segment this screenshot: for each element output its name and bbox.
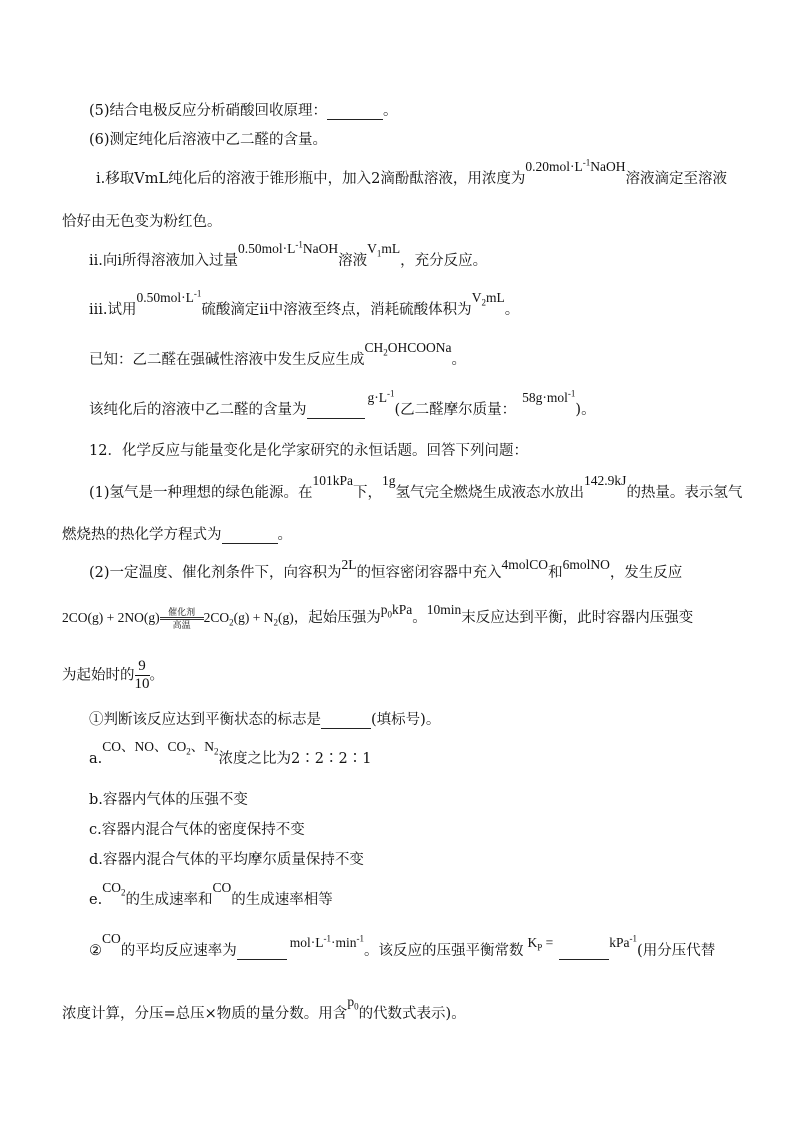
pressure-fraction: $\frac{9}{10}$ [134, 658, 150, 692]
answer-blank-thermo[interactable] [222, 527, 278, 544]
answer-blank-q5[interactable] [327, 103, 383, 120]
initial-pressure: $p_0kPa$ [380, 602, 413, 620]
content-line: 该纯化后的溶液中乙二醛的含量为 $g\cdot L^{-1}$(乙二醛摩尔质量：58g·mol$^{-1}$)。 [89, 388, 596, 418]
step-i-cont: 恰好由无色变为粉红色。 [62, 214, 222, 230]
option-e-formula-2: CO [212, 880, 232, 895]
rate-unit: $mol\cdot L^{-1}\cdot\min^{-1}$ [289, 933, 365, 950]
volume-value: 2L [341, 557, 357, 572]
step-ii: ⅱ.向ⅰ所得溶液加入过量$0.50mol\cdot L^{-1}NaOH$溶液$V_1mL$，充分反应。 [89, 239, 488, 269]
option-e-formula-1: $CO_2$ [102, 880, 126, 898]
q12-title: 12．化学反应与能量变化是化学家研究的永恒话题。回答下列问题： [89, 443, 528, 459]
equation: 2CO(g) + 2NO(g) 催化剂 高温$2CO_2(g) + N_2(g)$ [62, 607, 294, 631]
kp-symbol: $K_P$ = [527, 935, 554, 953]
option-c: c.容器内混合气体的密度保持不变 [89, 822, 305, 838]
option-a-formula: CO、NO、$CO_2$、$N_2$ [102, 739, 219, 757]
answer-blank-sub1[interactable] [321, 712, 371, 729]
known-line: 已知：乙二醛在强碱性溶液中发生反应生成$CH_2OHCOONa$。 [89, 340, 467, 368]
sub2-line-2: 浓度计算，分压=总压×物质的量分数。用含$p_0$的代数式表示)。 [62, 994, 466, 1022]
q6-title: (6)测定纯化后溶液中乙二醛的含量。 [89, 132, 328, 148]
answer-blank-kp[interactable] [559, 943, 609, 960]
no-amount: 6molNO [562, 557, 610, 572]
step-i: ⅰ.移取VmL纯化后的溶液于锥形瓶中，加入2滴酚酞溶液，用浓度为$0.20mol\cdot L^{-1}NaOH$溶液滴定至溶液 [96, 157, 727, 187]
p1-line-2: 燃烧热的热化学方程式为 。 [62, 527, 292, 543]
answer-blank-content[interactable] [307, 402, 365, 419]
option-b: b.容器内气体的压强不变 [89, 792, 248, 808]
product-formula: $CH_2OHCOONa$ [364, 340, 452, 358]
option-a: a.CO、NO、$CO_2$、$N_2$浓度之比为2∶2∶2∶1 [89, 739, 372, 767]
time-value: 10min [426, 602, 462, 617]
reversible-arrow: 催化剂 高温 [160, 608, 204, 629]
p1-line: (1)氢气是一种理想的绿色能源。在101kPa下，1g氢气完全燃烧生成液态水放出142.9kJ的热量。表示氢气 [89, 473, 743, 501]
volume-v2: $V_2mL$ [471, 290, 505, 308]
answer-blank-rate[interactable] [237, 943, 287, 960]
acid-conc: $0.50mol\cdot L^{-1}$ [136, 288, 202, 305]
p2-line-3: 为起始时的 $\frac{9}{10}$ 。 [62, 658, 164, 692]
pressure-value: 101kPa [312, 473, 354, 488]
q5-line: (5)结合电极反应分析硝酸回收原理： 。 [89, 103, 398, 119]
q5-text: (5)结合电极反应分析硝酸回收原理： [89, 103, 328, 119]
molar-mass: 58g·mol$^{-1}$ [522, 388, 576, 405]
sub2-co: CO [102, 931, 121, 946]
heat-value: 142.9kJ [584, 473, 627, 488]
naoh-conc-1: $0.20mol\cdot L^{-1}NaOH$ [525, 157, 626, 174]
p0-symbol: $p_0$ [347, 994, 359, 1012]
co-amount: 4molCO [501, 557, 549, 572]
step-iii: ⅲ.试用$0.50mol\cdot L^{-1}$硫酸滴定ⅱ中溶液至终点，消耗硫酸体积为$V_2mL$。 [89, 288, 520, 318]
p2-equation-line: 2CO(g) + 2NO(g) 催化剂 高温$2CO_2(g) + N_2(g)$，起始压强为$p_0kPa$。10min末反应达到平衡，此时容器内压强变 [62, 602, 694, 631]
sub2-line: ②CO的平均反应速率为 $mol\cdot L^{-1}\cdot\min^{-1}$。该反应的压强平衡常数$K_P = kPa^{-1}$(用分压代替 [89, 931, 716, 959]
option-e: $e.CO_2$的生成速率和CO的生成速率相等 [89, 880, 333, 908]
option-d: d.容器内混合气体的平均摩尔质量保持不变 [89, 852, 364, 868]
kp-unit: kPa$^{-1}$ [609, 933, 638, 950]
volume-v1: $V_1mL$ [367, 241, 401, 259]
content-unit: $g\cdot L^{-1}$ [367, 388, 395, 405]
sub1-line: ①判断该反应达到平衡状态的标志是 (填标号)。 [89, 712, 441, 728]
p2-line: (2)一定温度、催化剂条件下，向容积为2L的恒容密闭容器中充入4molCO和6molNO，发生反应 [89, 557, 683, 581]
naoh-conc-2: $0.50mol\cdot L^{-1}NaOH$ [238, 239, 339, 256]
mass-value: 1g [382, 473, 396, 488]
